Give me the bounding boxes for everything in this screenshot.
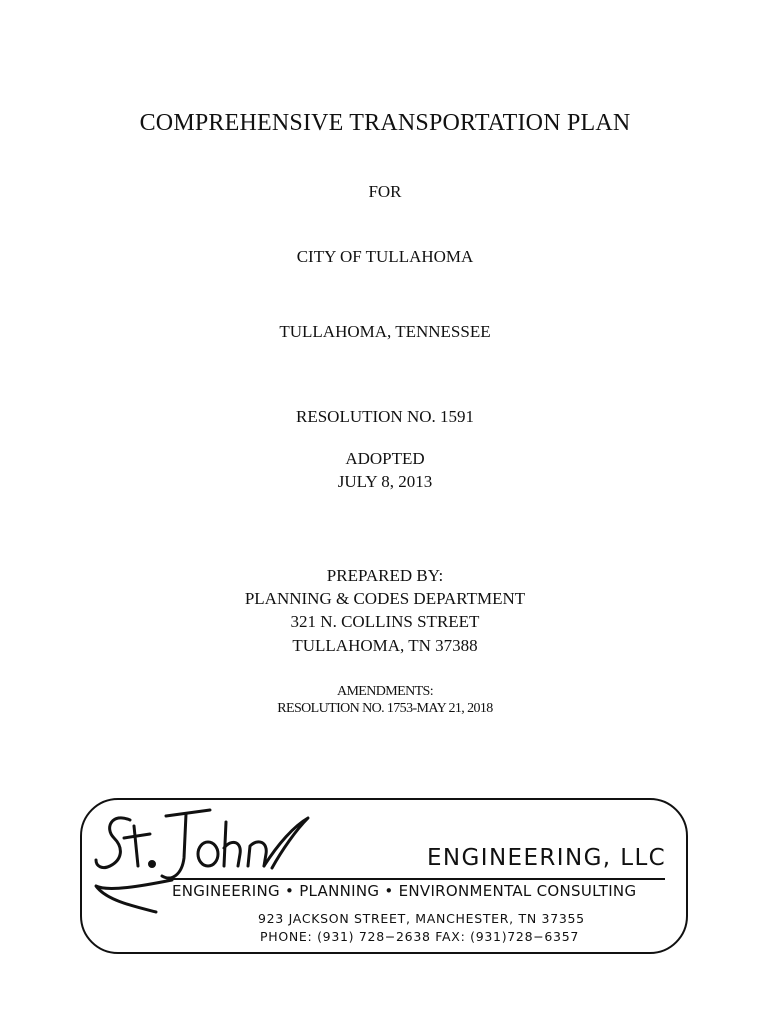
resolution-number: RESOLUTION NO. 1591 [295, 407, 475, 426]
prepared-by-street: 321 N. COLLINS STREET [290, 612, 480, 631]
logo-divider [172, 878, 665, 880]
firm-phone-fax: PHONE: (931) 728−2638 FAX: (931)728−6357 [260, 929, 580, 944]
firm-address: 923 JACKSON STREET, MANCHESTER, TN 37355 [258, 911, 585, 926]
prepared-by-city: TULLAHOMA, TN 37388 [292, 636, 478, 655]
firm-name: ENGINEERING, LLC [427, 845, 667, 871]
prepared-by-dept: PLANNING & CODES DEPARTMENT [244, 589, 526, 608]
adopted-date: JULY 8, 2013 [337, 472, 433, 491]
firm-tagline: ENGINEERING • PLANNING • ENVIRONMENTAL CONSULTING [172, 882, 637, 900]
amendments-label: AMENDMENTS: [336, 684, 434, 699]
for-label: FOR [368, 182, 402, 201]
prepared-by-label: PREPARED BY: [326, 566, 444, 585]
location: TULLAHOMA, TENNESSEE [279, 322, 491, 341]
document-title: COMPREHENSIVE TRANSPORTATION PLAN [139, 110, 631, 136]
city-name: CITY OF TULLAHOMA [296, 247, 474, 266]
engineering-logo-box [80, 798, 688, 954]
amendment-entry: RESOLUTION NO. 1753-MAY 21, 2018 [277, 701, 493, 716]
adopted-label: ADOPTED [345, 449, 425, 468]
